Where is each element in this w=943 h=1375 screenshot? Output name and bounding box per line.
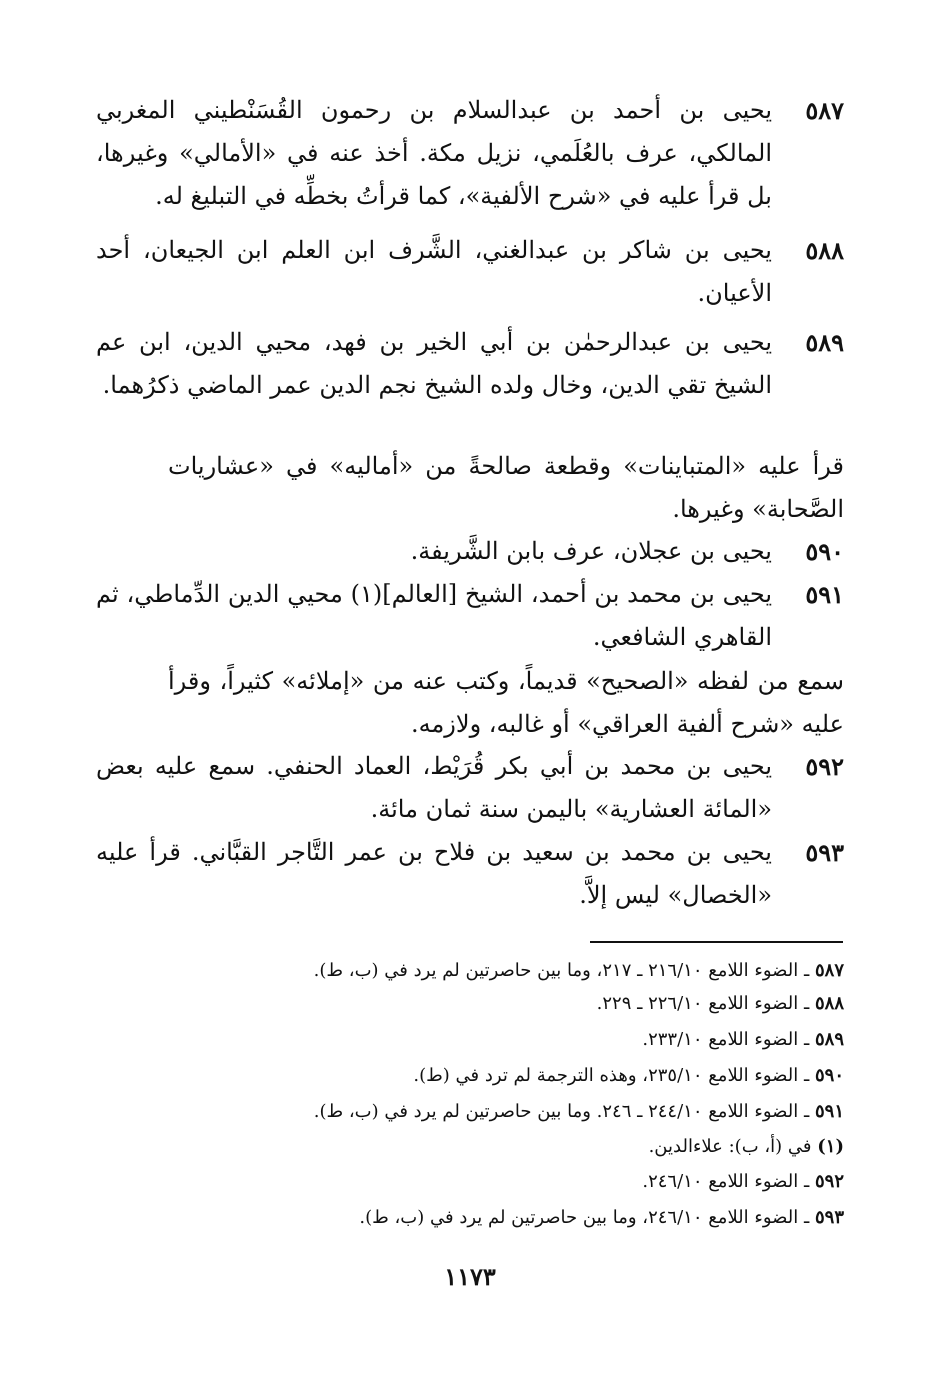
entry-592	[96, 745, 844, 831]
footnote-text: في (أ، ب): علاءالدين.	[648, 1136, 812, 1157]
entry-text: يحيى بن محمد بن أبي بكر قُرَيْط، العماد الحنفي. سمع عليه بعض «المائة العشارية» باليمن سنة ثمان مائة.	[96, 752, 773, 823]
entry-589	[96, 321, 844, 450]
footnote-text: ـ الضوء اللامع ٢٣٥/١٠، وهذه الترجمة لم ترد في (ط).	[413, 1065, 810, 1086]
entry-text: يحيى بن شاكر بن عبدالغني، الشَّرف ابن العلم ابن الجيعان، أحد الأعيان.	[96, 236, 772, 307]
entry-589-paragraph: قرأ عليه «المتباينات» وقطعة صالحةً من «أماليه» في «عشاريات الصَّحابة» وغيرها.	[168, 452, 844, 523]
entry-590	[96, 530, 844, 573]
footnote-text: ـ الضوء اللامع ٢٤٤/١٠ ـ ٢٤٦. وما بين حاصرتين لم يرد في (ب، ط).	[313, 1101, 810, 1122]
entry-number: ٥٩١	[805, 580, 844, 609]
footnote-separator	[590, 941, 843, 943]
footnote-590	[84, 1063, 844, 1089]
entry-text: يحيى بن محمد بن أحمد، الشيخ [العالم](١) محيي الدين الدِّماطي، ثم القاهري الشافعي.	[96, 580, 773, 651]
entry-number: ٥٩٣	[805, 838, 844, 867]
footnote-number: ٥٩٠	[814, 1065, 844, 1086]
footnote-text: ـ الضوء اللامع ٢١٦/١٠ ـ ٢١٧، وما بين حاصرتين لم يرد في (ب، ط).	[313, 960, 810, 981]
entry-number: ٥٨٧	[805, 96, 844, 125]
entry-text: يحيى بن عبدالرحمٰن بن أبي الخير بن فهد، محيي الدين، ابن عم الشيخ تقي الدين، وخال ولده الشيخ نجم الدين عمر الماضي ذكرُهما.	[96, 328, 772, 399]
footnote-text: ـ الضوء اللامع ٢٤٦/١٠.	[642, 1171, 810, 1192]
footnote-text: ـ الضوء اللامع ٢٤٦/١٠، وما بين حاصرتين لم يرد في (ب، ط).	[359, 1207, 810, 1228]
entry-593	[96, 831, 844, 917]
footnote-number: ٥٩١	[814, 1101, 844, 1122]
footnote-text: ـ الضوء اللامع ٢٣٣/١٠.	[642, 1029, 810, 1050]
footnote-number: ٥٨٧	[814, 960, 844, 981]
entry-text: يحيى بن أحمد بن عبدالسلام بن رحمون القُسَنْطيني المغربي المالكي، عرف بالعُلَمي، نزيل مكة. أخذ عنه في «الأمالي» وغيرها، بل قرأ عليه في «شرح الألفية»، كما قرأتُ بخطِّه في التبليغ له.	[96, 96, 772, 210]
footnote-592	[84, 1169, 844, 1195]
footnote-number: ٥٩٣	[814, 1207, 844, 1228]
footnote-number: ٥٨٩	[814, 1029, 844, 1050]
footnote-number: ٥٨٨	[814, 993, 844, 1014]
entry-text: يحيى بن محمد بن سعيد بن فلاح بن عمر التَّاجر القبَّاني. قرأ عليه «الخصال» ليس إلاَّ.	[96, 838, 772, 909]
footnote-591	[84, 1099, 844, 1125]
footnote-587	[84, 958, 844, 984]
footnote-589	[84, 1027, 844, 1053]
footnote-593	[84, 1205, 844, 1231]
entry-number: ٥٨٩	[805, 328, 844, 357]
footnote-588	[84, 991, 844, 1017]
entry-number: ٥٩٠	[805, 537, 844, 566]
entry-588	[96, 229, 844, 315]
entry-text: يحيى بن عجلان، عرف بابن الشَّريفة.	[410, 537, 772, 565]
entry-number: ٥٨٨	[805, 236, 844, 265]
footnote-text: ـ الضوء اللامع ٢٢٦/١٠ ـ ٢٢٩.	[596, 993, 810, 1014]
footnote-number: ٥٩٢	[814, 1171, 844, 1192]
footnote-1	[84, 1134, 844, 1160]
entry-591	[96, 573, 844, 659]
entry-587	[96, 89, 844, 218]
entry-number: ٥٩٢	[805, 752, 844, 781]
entry-591-paragraph: سمع من لفظه «الصحيح» قديماً، وكتب عنه من «إملائه» كثيراً، وقرأ عليه «شرح ألفية العراقي» أو غالبه، ولازمه.	[168, 667, 844, 738]
page-number: ١١٧٣	[444, 1262, 496, 1291]
footnote-number: (١)	[817, 1136, 844, 1157]
